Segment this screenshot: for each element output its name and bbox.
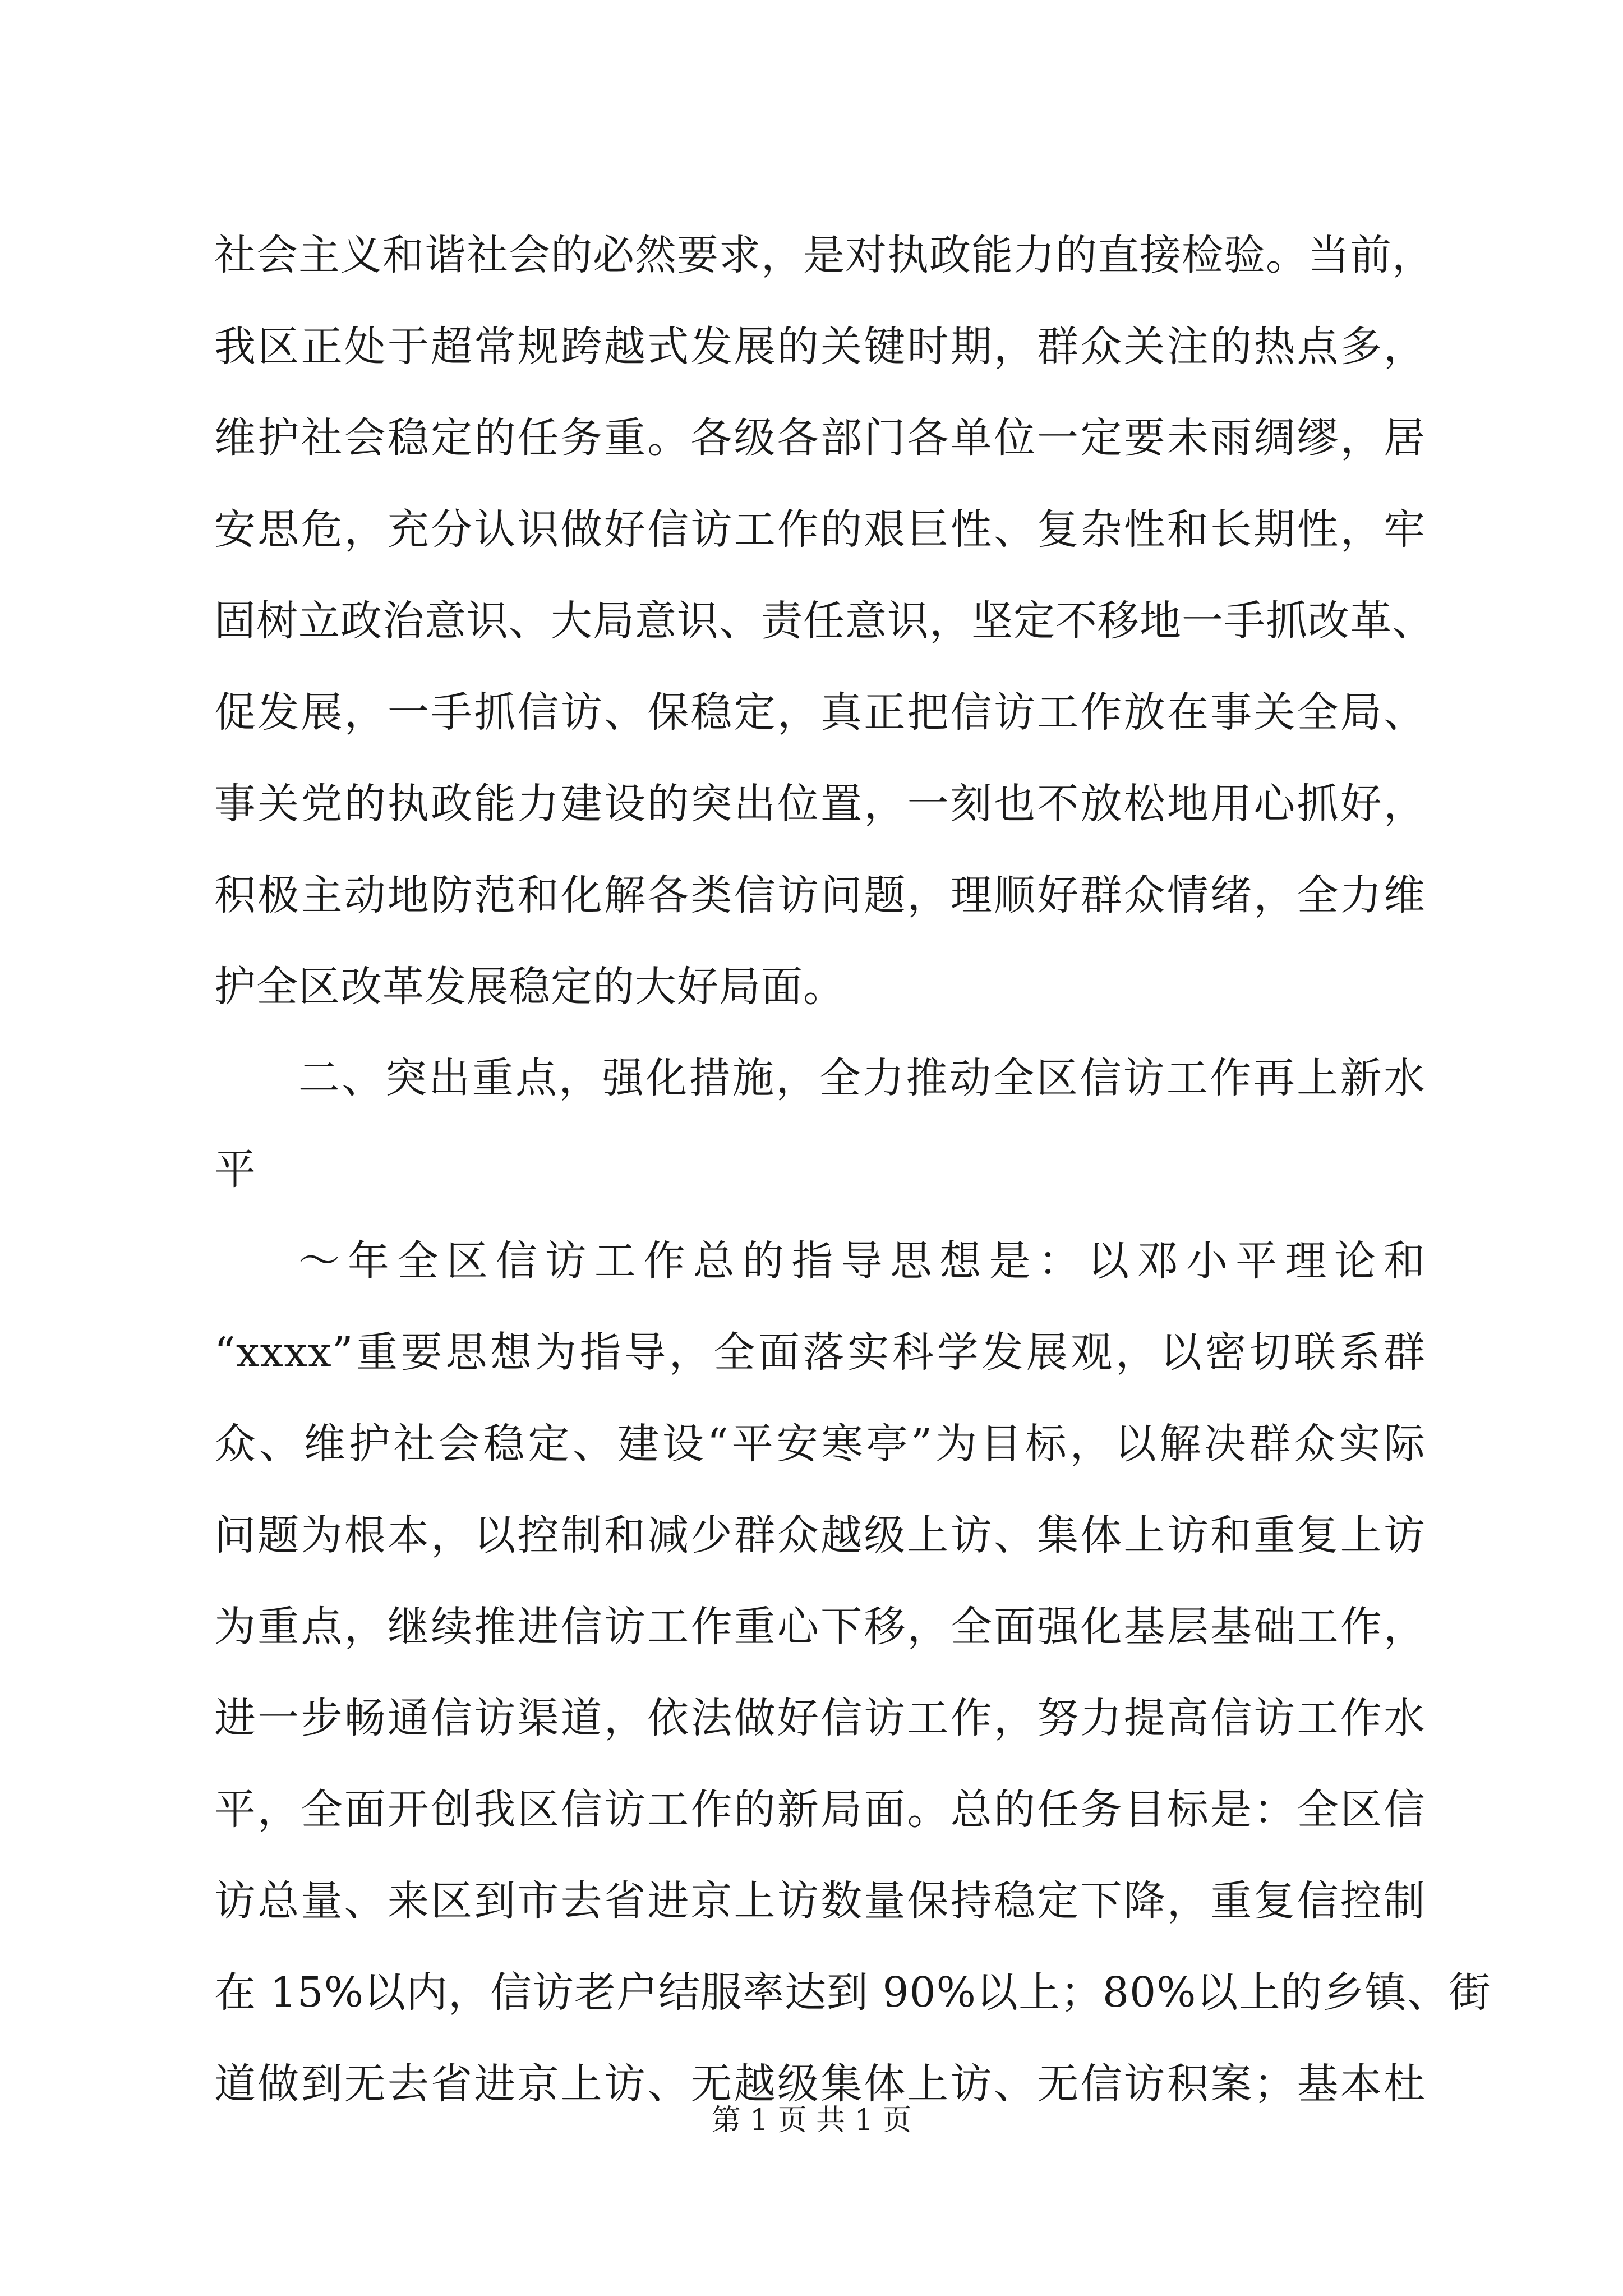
text-line: 问题为根本，以控制和减少群众越级上访、集体上访和重复上访 [214,1511,1426,1559]
section-heading-line: 二、突出重点，强化措施，全力推动全区信访工作再上新水 [298,1054,1426,1102]
section-heading-line: 平 [214,1145,256,1194]
text-line: 进一步畅通信访渠道，依法做好信访工作，努力提高信访工作水 [214,1694,1426,1742]
text-line: 促发展，一手抓信访、保稳定，真正把信访工作放在事关全局、 [214,688,1426,737]
text-line: 社会主义和谐社会的必然要求，是对执政能力的直接检验。当前， [214,231,1434,279]
text-line: “xxxx”重要思想为指导，全面落实科学发展观，以密切联系群 [214,1328,1426,1377]
text-line: 为重点，继续推进信访工作重心下移，全面强化基层基础工作， [214,1603,1426,1651]
text-line: 我区正处于超常规跨越式发展的关键时期，群众关注的热点多， [214,323,1426,371]
text-line: 事关党的执政能力建设的突出位置，一刻也不放松地用心抓好， [214,780,1426,828]
text-line: 护全区改革发展稳定的大好局面。 [214,963,845,1011]
text-line: 众、维护社会稳定、建设“平安寒亭”为目标，以解决群众实际 [214,1420,1426,1468]
text-line: 固树立政治意识、大局意识、责任意识，坚定不移地一手抓改革、 [214,597,1434,645]
page-number-footer: 第 1 页 共 1 页 [711,2104,912,2137]
text-line: 维护社会稳定的任务重。各级各部门各单位一定要未雨绸缪，居 [214,414,1426,462]
text-line: ～年全区信访工作总的指导思想是：以邓小平理论和 [298,1237,1426,1285]
text-line: 积极主动地防范和化解各类信访问题，理顺好群众情绪，全力维 [214,871,1426,919]
text-line: 访总量、来区到市去省进京上访数量保持稳定下降，重复信控制 [214,1877,1426,1925]
text-line: 道做到无去省进京上访、无越级集体上访、无信访积案；基本杜 [214,2060,1426,2108]
text-line: 平，全面开创我区信访工作的新局面。总的任务目标是：全区信 [214,1786,1426,1834]
text-line: 安思危，充分认识做好信访工作的艰巨性、复杂性和长期性，牢 [214,505,1426,554]
text-line: 在 15%以内，信访老户结服率达到 90%以上；80%以上的乡镇、街 [214,1968,1491,2017]
